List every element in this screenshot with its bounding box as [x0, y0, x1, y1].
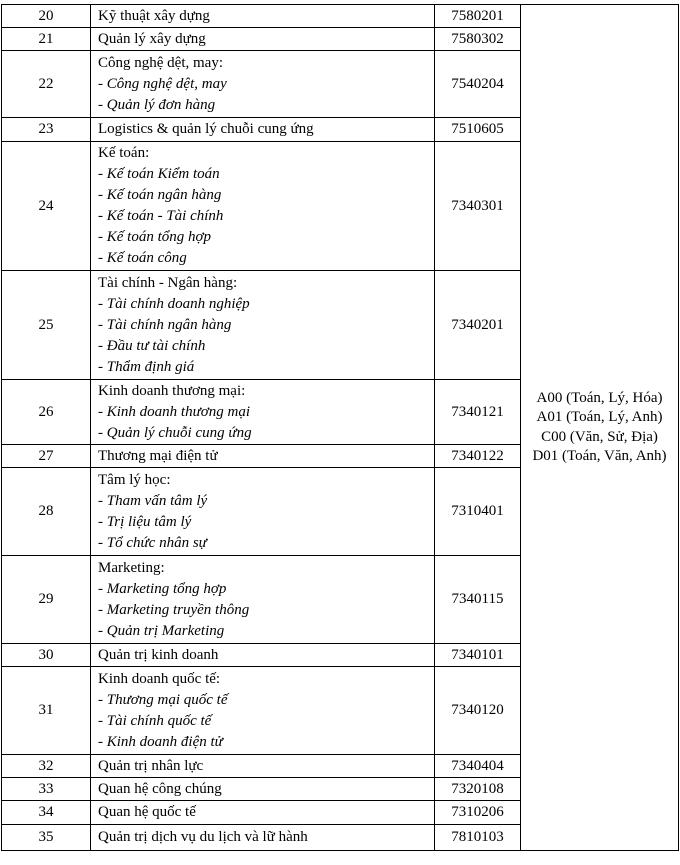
major-code: 7340101	[435, 644, 521, 667]
major-name: Marketing:	[98, 559, 165, 576]
major-code: 7340201	[435, 271, 521, 380]
row-number: 35	[2, 825, 91, 851]
row-number: 25	[2, 271, 91, 380]
major-name-cell	[91, 118, 435, 142]
major-code: 7340301	[435, 142, 521, 271]
row-number: 28	[2, 468, 91, 556]
major-name-cell	[91, 51, 435, 118]
row-number: 26	[2, 380, 91, 445]
major-name-cell	[91, 755, 435, 778]
row-number: 21	[2, 28, 91, 51]
specialization-item: - Kế toán - Tài chính	[98, 208, 224, 224]
major-name: Quan hệ công chúng	[98, 780, 222, 797]
major-name-cell	[91, 142, 435, 271]
major-name: Quản trị dịch vụ du lịch và lữ hành	[98, 829, 308, 845]
major-name: Thương mại điện tử	[98, 447, 218, 464]
row-number: 23	[2, 118, 91, 142]
specialization-item: - Tham vấn tâm lý	[98, 492, 208, 509]
major-name-cell	[91, 5, 435, 28]
majors-table-body	[2, 5, 679, 851]
specialization-item: - Kế toán công	[98, 250, 187, 266]
major-code: 7510605	[435, 118, 521, 142]
subject-combinations-cell	[521, 5, 679, 851]
major-name-cell	[91, 271, 435, 380]
row-number: 30	[2, 644, 91, 667]
major-code: 7540204	[435, 51, 521, 118]
major-name: Kinh doanh quốc tế:	[98, 670, 221, 687]
major-name-cell	[91, 556, 435, 644]
specialization-item: - Kinh doanh thương mại	[98, 403, 251, 420]
major-name-cell	[91, 380, 435, 445]
specialization-item: - Tổ chức nhân sự	[98, 534, 207, 551]
row-number: 27	[2, 445, 91, 468]
major-name-cell	[91, 644, 435, 667]
major-name: Quan hệ quốc tế	[98, 804, 196, 820]
majors-table	[1, 4, 679, 851]
specialization-item: - Kế toán Kiểm toán	[98, 166, 220, 182]
major-name: Quản lý xây dựng	[98, 30, 206, 47]
major-name-cell	[91, 468, 435, 556]
major-code: 7340122	[435, 445, 521, 468]
major-code: 7310206	[435, 801, 521, 825]
specialization-item: - Kinh doanh điện tử	[98, 733, 223, 750]
row-number: 24	[2, 142, 91, 271]
specialization-item: - Quản trị Marketing	[98, 622, 225, 639]
specialization-item: - Tài chính ngân hàng	[98, 316, 232, 333]
major-name: Logistics & quản lý chuỗi cung ứng	[98, 121, 314, 137]
specialization-item: - Tài chính doanh nghiệp	[98, 295, 250, 312]
specialization-item: - Tài chính quốc tế	[98, 712, 212, 729]
major-name-cell	[91, 28, 435, 51]
subject-combination: A01 (Toán, Lý, Anh)	[536, 409, 663, 425]
specialization-item: - Marketing tổng hợp	[98, 580, 227, 597]
major-code: 7340120	[435, 667, 521, 755]
major-code: 7340404	[435, 755, 521, 778]
row-number: 31	[2, 667, 91, 755]
major-name-cell	[91, 445, 435, 468]
specialization-item: - Marketing truyền thông	[98, 601, 250, 618]
major-code: 7340115	[435, 556, 521, 644]
row-number: 20	[2, 5, 91, 28]
major-name: Quản trị kinh doanh	[98, 646, 219, 663]
table-row	[2, 5, 679, 28]
subject-combination: D01 (Toán, Văn, Anh)	[532, 448, 667, 464]
subject-combination: A00 (Toán, Lý, Hóa)	[536, 389, 663, 406]
major-name-cell	[91, 667, 435, 755]
major-name: Kế toán:	[98, 145, 150, 161]
major-code: 7580302	[435, 28, 521, 51]
specialization-item: - Kế toán tổng hợp	[98, 229, 211, 245]
major-code: 7340121	[435, 380, 521, 445]
specialization-item: - Thẩm định giá	[98, 358, 195, 375]
specialization-item: - Công nghệ dệt, may	[98, 75, 227, 92]
row-number: 33	[2, 778, 91, 801]
row-number: 34	[2, 801, 91, 825]
specialization-item: - Quản lý chuỗi cung ứng	[98, 424, 252, 441]
specialization-item: - Kế toán ngân hàng	[98, 187, 222, 203]
major-code: 7810103	[435, 825, 521, 851]
major-name: Tài chính - Ngân hàng:	[98, 274, 238, 291]
major-name-cell	[91, 825, 435, 851]
specialization-item: - Quản lý đơn hàng	[98, 96, 216, 113]
specialization-item: - Thương mại quốc tế	[98, 691, 228, 708]
specialization-item: - Trị liệu tâm lý	[98, 513, 192, 530]
major-code: 7580201	[435, 5, 521, 28]
major-name-cell	[91, 801, 435, 825]
row-number: 32	[2, 755, 91, 778]
major-code: 7310401	[435, 468, 521, 556]
subject-combination: C00 (Văn, Sử, Địa)	[541, 428, 658, 445]
major-name: Tâm lý học:	[98, 471, 171, 488]
major-name: Công nghệ dệt, may:	[98, 54, 223, 71]
row-number: 29	[2, 556, 91, 644]
major-name-cell	[91, 778, 435, 801]
specialization-item: - Đầu tư tài chính	[98, 337, 206, 354]
row-number: 22	[2, 51, 91, 118]
major-name: Kinh doanh thương mại:	[98, 382, 246, 399]
major-name: Kỹ thuật xây dựng	[98, 7, 210, 24]
major-code: 7320108	[435, 778, 521, 801]
major-name: Quản trị nhân lực	[98, 757, 204, 774]
